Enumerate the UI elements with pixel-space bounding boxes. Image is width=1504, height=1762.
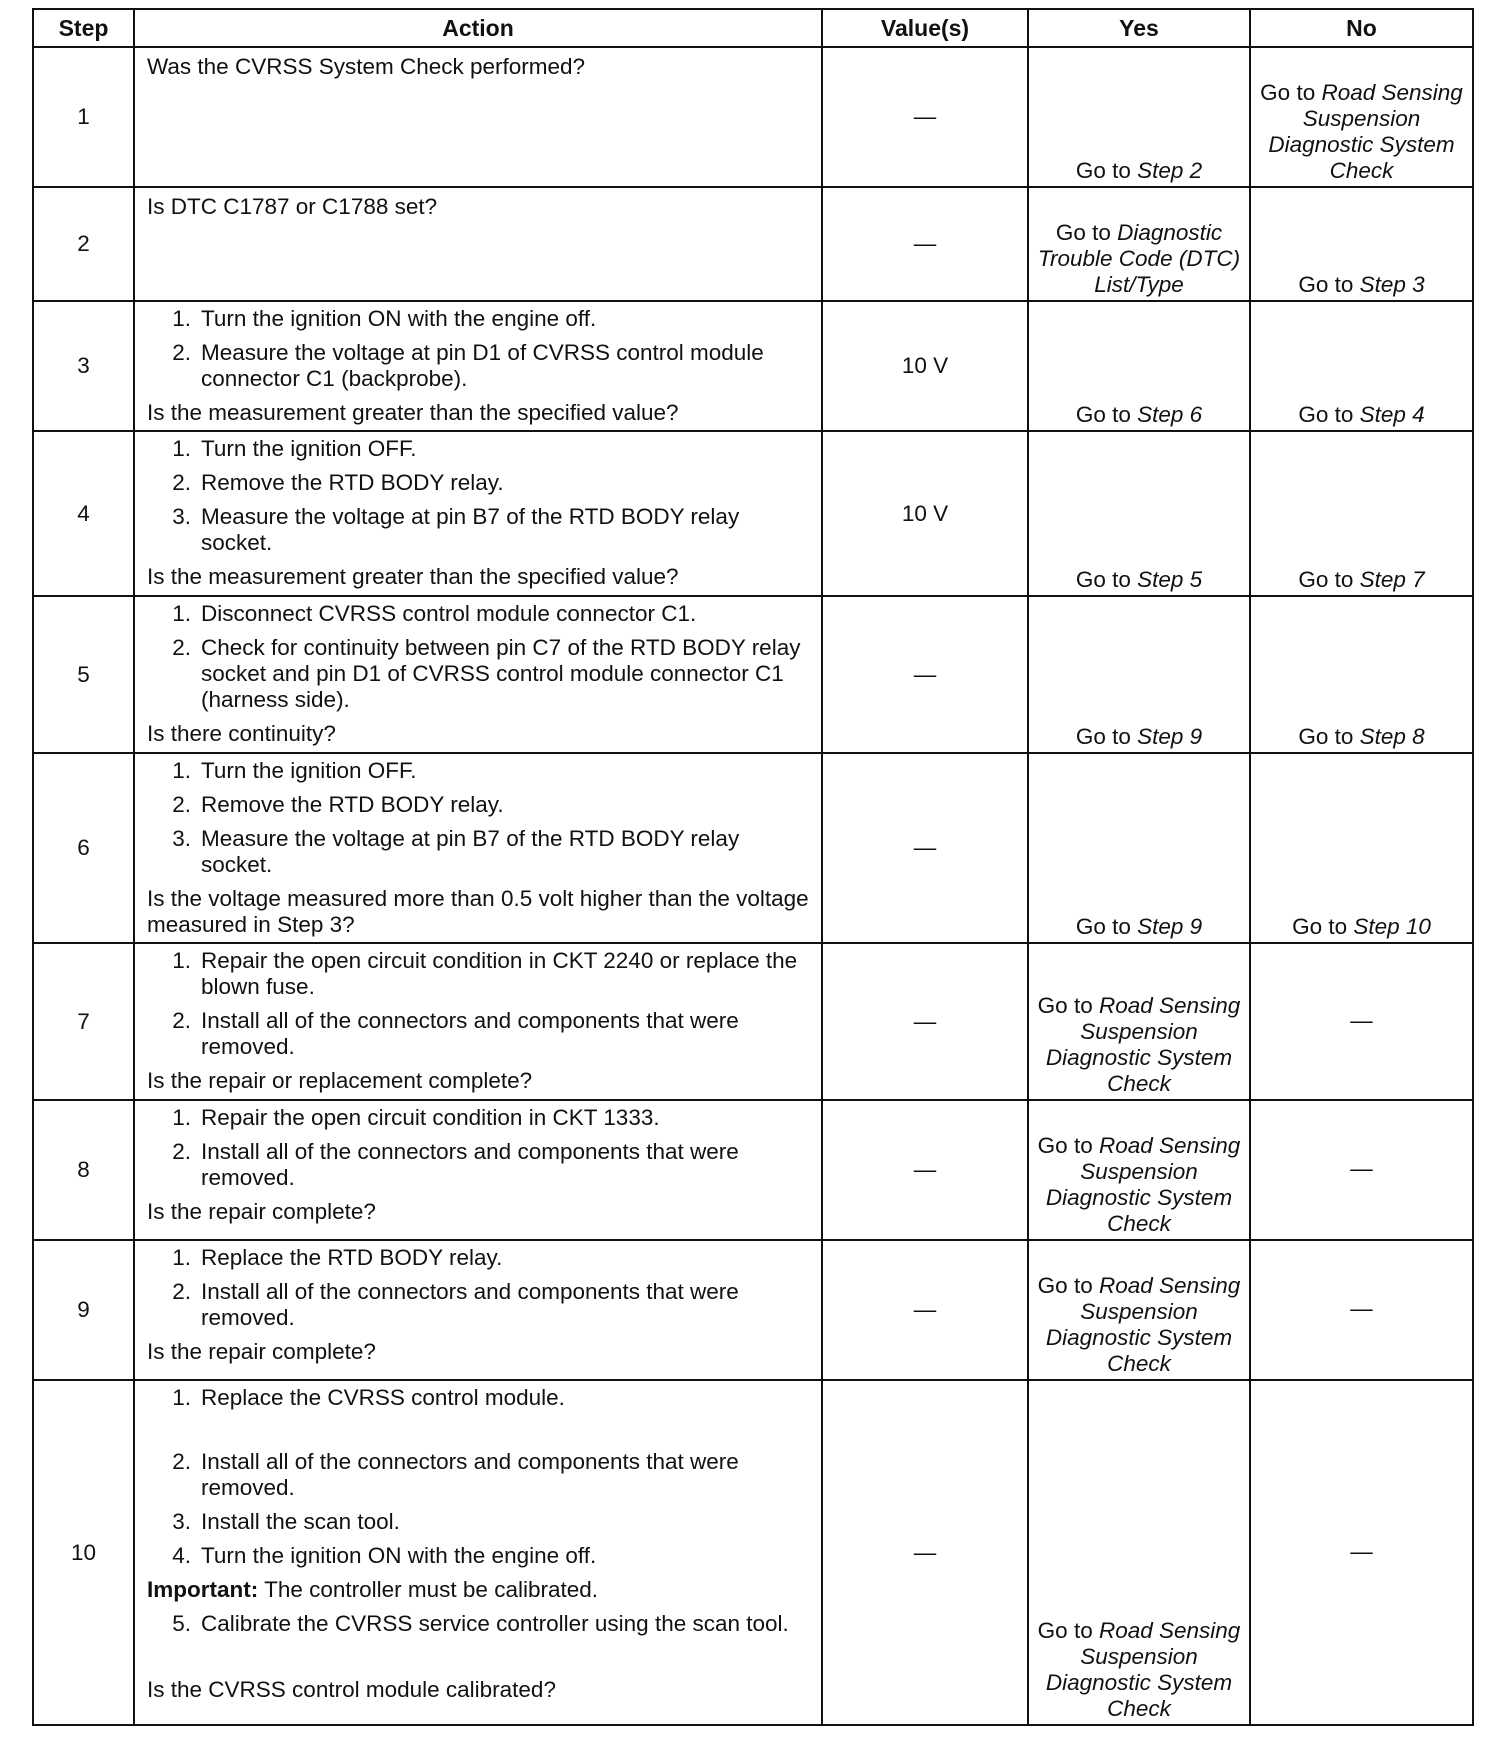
yes-destination: Road Sensing Suspension Diagnostic System Check xyxy=(1045,993,1241,1096)
diagnostic-table xyxy=(32,8,1474,1726)
no-prefix: Go to xyxy=(1260,80,1322,105)
table-row xyxy=(33,753,1473,943)
no-destination: Step 3 xyxy=(1359,272,1425,297)
step-number: 4 xyxy=(33,431,134,596)
action-question: Is DTC C1787 or C1788 set? xyxy=(147,194,438,219)
action-item-text: Measure the voltage at pin B7 of the RTD BODY relay socket. xyxy=(201,826,740,877)
action-item: 1. Turn the ignition OFF. xyxy=(172,436,417,461)
action-item-text: Disconnect CVRSS control module connector C1. xyxy=(201,601,697,626)
yes-destination: Road Sensing Suspension Diagnostic System Check xyxy=(1045,1133,1241,1236)
table-row xyxy=(33,431,1473,596)
action-item-text: Repair the open circuit condition in CKT 1333. xyxy=(201,1105,660,1130)
yes-prefix: Go to xyxy=(1037,993,1099,1018)
no-cell: — xyxy=(1250,1100,1473,1240)
action-item-text: Measure the voltage at pin B7 of the RTD BODY relay socket. xyxy=(201,504,740,555)
yes-prefix: Go to xyxy=(1075,158,1138,183)
action-cell xyxy=(134,1380,822,1725)
action-question: Is the measurement greater than the specified value? xyxy=(147,564,679,589)
table-row xyxy=(33,301,1473,431)
important-label: Important: xyxy=(147,1577,259,1602)
no-cell xyxy=(1250,187,1473,301)
action-item-text: Replace the RTD BODY relay. xyxy=(201,1245,503,1270)
yes-cell xyxy=(1028,1240,1250,1380)
action-question: Was the CVRSS System Check performed? xyxy=(147,54,586,79)
step-number: 3 xyxy=(33,301,134,431)
yes-destination: Step 9 xyxy=(1137,914,1203,939)
step-number: 8 xyxy=(33,1100,134,1240)
action-item: 4. Turn the ignition ON with the engine off. xyxy=(172,1543,597,1568)
no-cell xyxy=(1250,596,1473,753)
action-cell xyxy=(134,301,822,431)
action-item-text: Measure the voltage at pin D1 of CVRSS control module connector C1 (backprobe). xyxy=(201,340,764,391)
no-cell xyxy=(1250,301,1473,431)
yes-cell xyxy=(1028,943,1250,1100)
yes-cell xyxy=(1028,431,1250,596)
table-row xyxy=(33,1380,1473,1725)
no-cell xyxy=(1250,47,1473,187)
action-item-text: Turn the ignition OFF. xyxy=(201,436,417,461)
no-cell xyxy=(1250,753,1473,943)
yes-prefix: Go to xyxy=(1037,1133,1099,1158)
action-question: Is the voltage measured more than 0.5 volt higher than the voltage measured in Step 3? xyxy=(147,886,809,937)
no-cell: — xyxy=(1250,1380,1473,1725)
action-item: 1. Replace the RTD BODY relay. xyxy=(172,1245,503,1270)
action-item: 1. Repair the open circuit condition in CKT 1333. xyxy=(172,1105,660,1130)
yes-cell xyxy=(1028,187,1250,301)
no-prefix: Go to xyxy=(1292,914,1354,939)
action-item-text: Remove the RTD BODY relay. xyxy=(201,470,504,495)
no-destination: Step 7 xyxy=(1359,567,1425,592)
action-item: 2. Remove the RTD BODY relay. xyxy=(172,470,504,495)
no-prefix: Go to xyxy=(1298,567,1360,592)
yes-cell xyxy=(1028,47,1250,187)
no-cell: — xyxy=(1250,943,1473,1100)
action-item-text: Check for continuity between pin C7 of the RTD BODY relay socket and pin D1 of CVRSS control module connector C1 (harness side). xyxy=(201,635,801,712)
action-item: 2. Remove the RTD BODY relay. xyxy=(172,792,504,817)
action-item-text: Remove the RTD BODY relay. xyxy=(201,792,504,817)
action-question: Is the repair complete? xyxy=(147,1339,376,1364)
no-prefix: Go to xyxy=(1298,272,1360,297)
step-number: 9 xyxy=(33,1240,134,1380)
value-cell: — xyxy=(822,596,1028,753)
yes-prefix: Go to xyxy=(1037,1273,1099,1298)
no-prefix: Go to xyxy=(1298,402,1360,427)
action-item: 2. Install all of the connectors and components that were removed. xyxy=(147,1008,811,1060)
action-item-text: Turn the ignition ON with the engine off. xyxy=(201,1543,597,1568)
value-cell: — xyxy=(822,753,1028,943)
table-row xyxy=(33,187,1473,301)
action-item-text: Repair the open circuit condition in CKT 2240 or replace the blown fuse. xyxy=(201,948,798,999)
yes-prefix: Go to xyxy=(1075,402,1138,427)
action-cell xyxy=(134,1240,822,1380)
action-item: 3. Measure the voltage at pin B7 of the RTD BODY relay socket. xyxy=(147,504,811,556)
action-question: Is the measurement greater than the specified value? xyxy=(147,400,679,425)
action-question: Is there continuity? xyxy=(147,721,336,746)
no-destination: Step 10 xyxy=(1353,914,1431,939)
table-row xyxy=(33,1240,1473,1380)
value-cell: — xyxy=(822,1240,1028,1380)
table-row xyxy=(33,1100,1473,1240)
header-row xyxy=(33,9,1473,47)
value-cell: — xyxy=(822,1380,1028,1725)
action-question: Is the repair complete? xyxy=(147,1199,376,1224)
action-item: 1. Turn the ignition OFF. xyxy=(172,758,417,783)
header-values: Value(s) xyxy=(822,9,1028,47)
action-item-text: Install the scan tool. xyxy=(201,1509,400,1534)
yes-prefix: Go to xyxy=(1075,914,1138,939)
action-item: 3. Install the scan tool. xyxy=(172,1509,400,1534)
action-item: 2. Install all of the connectors and components that were removed. xyxy=(147,1139,811,1191)
action-question: Is the CVRSS control module calibrated? xyxy=(147,1677,556,1702)
step-number: 2 xyxy=(33,187,134,301)
yes-cell xyxy=(1028,1100,1250,1240)
yes-prefix: Go to xyxy=(1037,1618,1099,1643)
yes-prefix: Go to xyxy=(1055,220,1118,245)
yes-destination: Step 9 xyxy=(1137,724,1203,749)
header-step: Step xyxy=(33,9,134,47)
yes-cell xyxy=(1028,596,1250,753)
action-item: 2. Install all of the connectors and components that were removed. xyxy=(147,1449,811,1501)
action-cell xyxy=(134,47,822,187)
action-question: Is the repair or replacement complete? xyxy=(147,1068,533,1093)
action-item: 1. Repair the open circuit condition in CKT 2240 or replace the blown fuse. xyxy=(147,948,811,1000)
action-item: 1. Replace the CVRSS control module. xyxy=(172,1385,565,1410)
no-destination: Step 4 xyxy=(1359,402,1425,427)
no-prefix: Go to xyxy=(1298,724,1360,749)
action-item-text: Install all of the connectors and components that were removed. xyxy=(201,1279,739,1330)
yes-destination: Road Sensing Suspension Diagnostic System Check xyxy=(1045,1273,1241,1376)
header-no: No xyxy=(1250,9,1473,47)
yes-destination: Step 5 xyxy=(1137,567,1203,592)
header-yes: Yes xyxy=(1028,9,1250,47)
action-cell xyxy=(134,1100,822,1240)
action-item: 1. Turn the ignition ON with the engine off. xyxy=(172,306,597,331)
yes-destination: Road Sensing Suspension Diagnostic System Check xyxy=(1045,1618,1241,1721)
value-cell: — xyxy=(822,187,1028,301)
important-note xyxy=(147,1577,811,1603)
action-item: 1. Disconnect CVRSS control module connector C1. xyxy=(172,601,697,626)
yes-cell xyxy=(1028,301,1250,431)
action-item: 5. Calibrate the CVRSS service controller using the scan tool. xyxy=(172,1611,789,1636)
value-cell: 10 V xyxy=(822,431,1028,596)
yes-prefix: Go to xyxy=(1075,567,1138,592)
yes-cell xyxy=(1028,1380,1250,1725)
important-text: The controller must be calibrated. xyxy=(258,1577,599,1602)
action-item: 2. Measure the voltage at pin D1 of CVRSS control module connector C1 (backprobe). xyxy=(147,340,811,392)
action-cell xyxy=(134,596,822,753)
no-destination: Road Sensing Suspension Diagnostic System Check xyxy=(1268,80,1463,183)
no-cell: — xyxy=(1250,1240,1473,1380)
step-number: 7 xyxy=(33,943,134,1100)
action-item-text: Calibrate the CVRSS service controller using the scan tool. xyxy=(201,1611,789,1636)
header-action: Action xyxy=(134,9,822,47)
action-cell xyxy=(134,431,822,596)
action-item-text: Install all of the connectors and components that were removed. xyxy=(201,1449,739,1500)
value-cell: — xyxy=(822,943,1028,1100)
value-cell: — xyxy=(822,1100,1028,1240)
table-row xyxy=(33,47,1473,187)
action-cell xyxy=(134,753,822,943)
step-number: 6 xyxy=(33,753,134,943)
action-item-text: Replace the CVRSS control module. xyxy=(201,1385,565,1410)
yes-cell xyxy=(1028,753,1250,943)
step-number: 5 xyxy=(33,596,134,753)
value-cell: 10 V xyxy=(822,301,1028,431)
yes-destination: Diagnostic Trouble Code (DTC) List/Type xyxy=(1037,220,1241,297)
action-cell xyxy=(134,943,822,1100)
step-number: 10 xyxy=(33,1380,134,1725)
action-item-text: Turn the ignition ON with the engine off. xyxy=(201,306,597,331)
yes-prefix: Go to xyxy=(1075,724,1138,749)
action-item: 3. Measure the voltage at pin B7 of the RTD BODY relay socket. xyxy=(147,826,811,878)
action-item-text: Install all of the connectors and components that were removed. xyxy=(201,1139,739,1190)
action-item-text: Turn the ignition OFF. xyxy=(201,758,417,783)
value-cell: — xyxy=(822,47,1028,187)
step-number: 1 xyxy=(33,47,134,187)
yes-destination: Step 6 xyxy=(1137,402,1203,427)
action-item: 2. Install all of the connectors and components that were removed. xyxy=(147,1279,811,1331)
no-destination: Step 8 xyxy=(1359,724,1425,749)
action-item-text: Install all of the connectors and components that were removed. xyxy=(201,1008,739,1059)
no-cell xyxy=(1250,431,1473,596)
action-cell xyxy=(134,187,822,301)
action-item: 2. Check for continuity between pin C7 of the RTD BODY relay socket and pin D1 of CVRSS control module connector C1 (harness side). xyxy=(147,635,811,713)
table-row xyxy=(33,596,1473,753)
yes-destination: Step 2 xyxy=(1137,158,1203,183)
table-row xyxy=(33,943,1473,1100)
